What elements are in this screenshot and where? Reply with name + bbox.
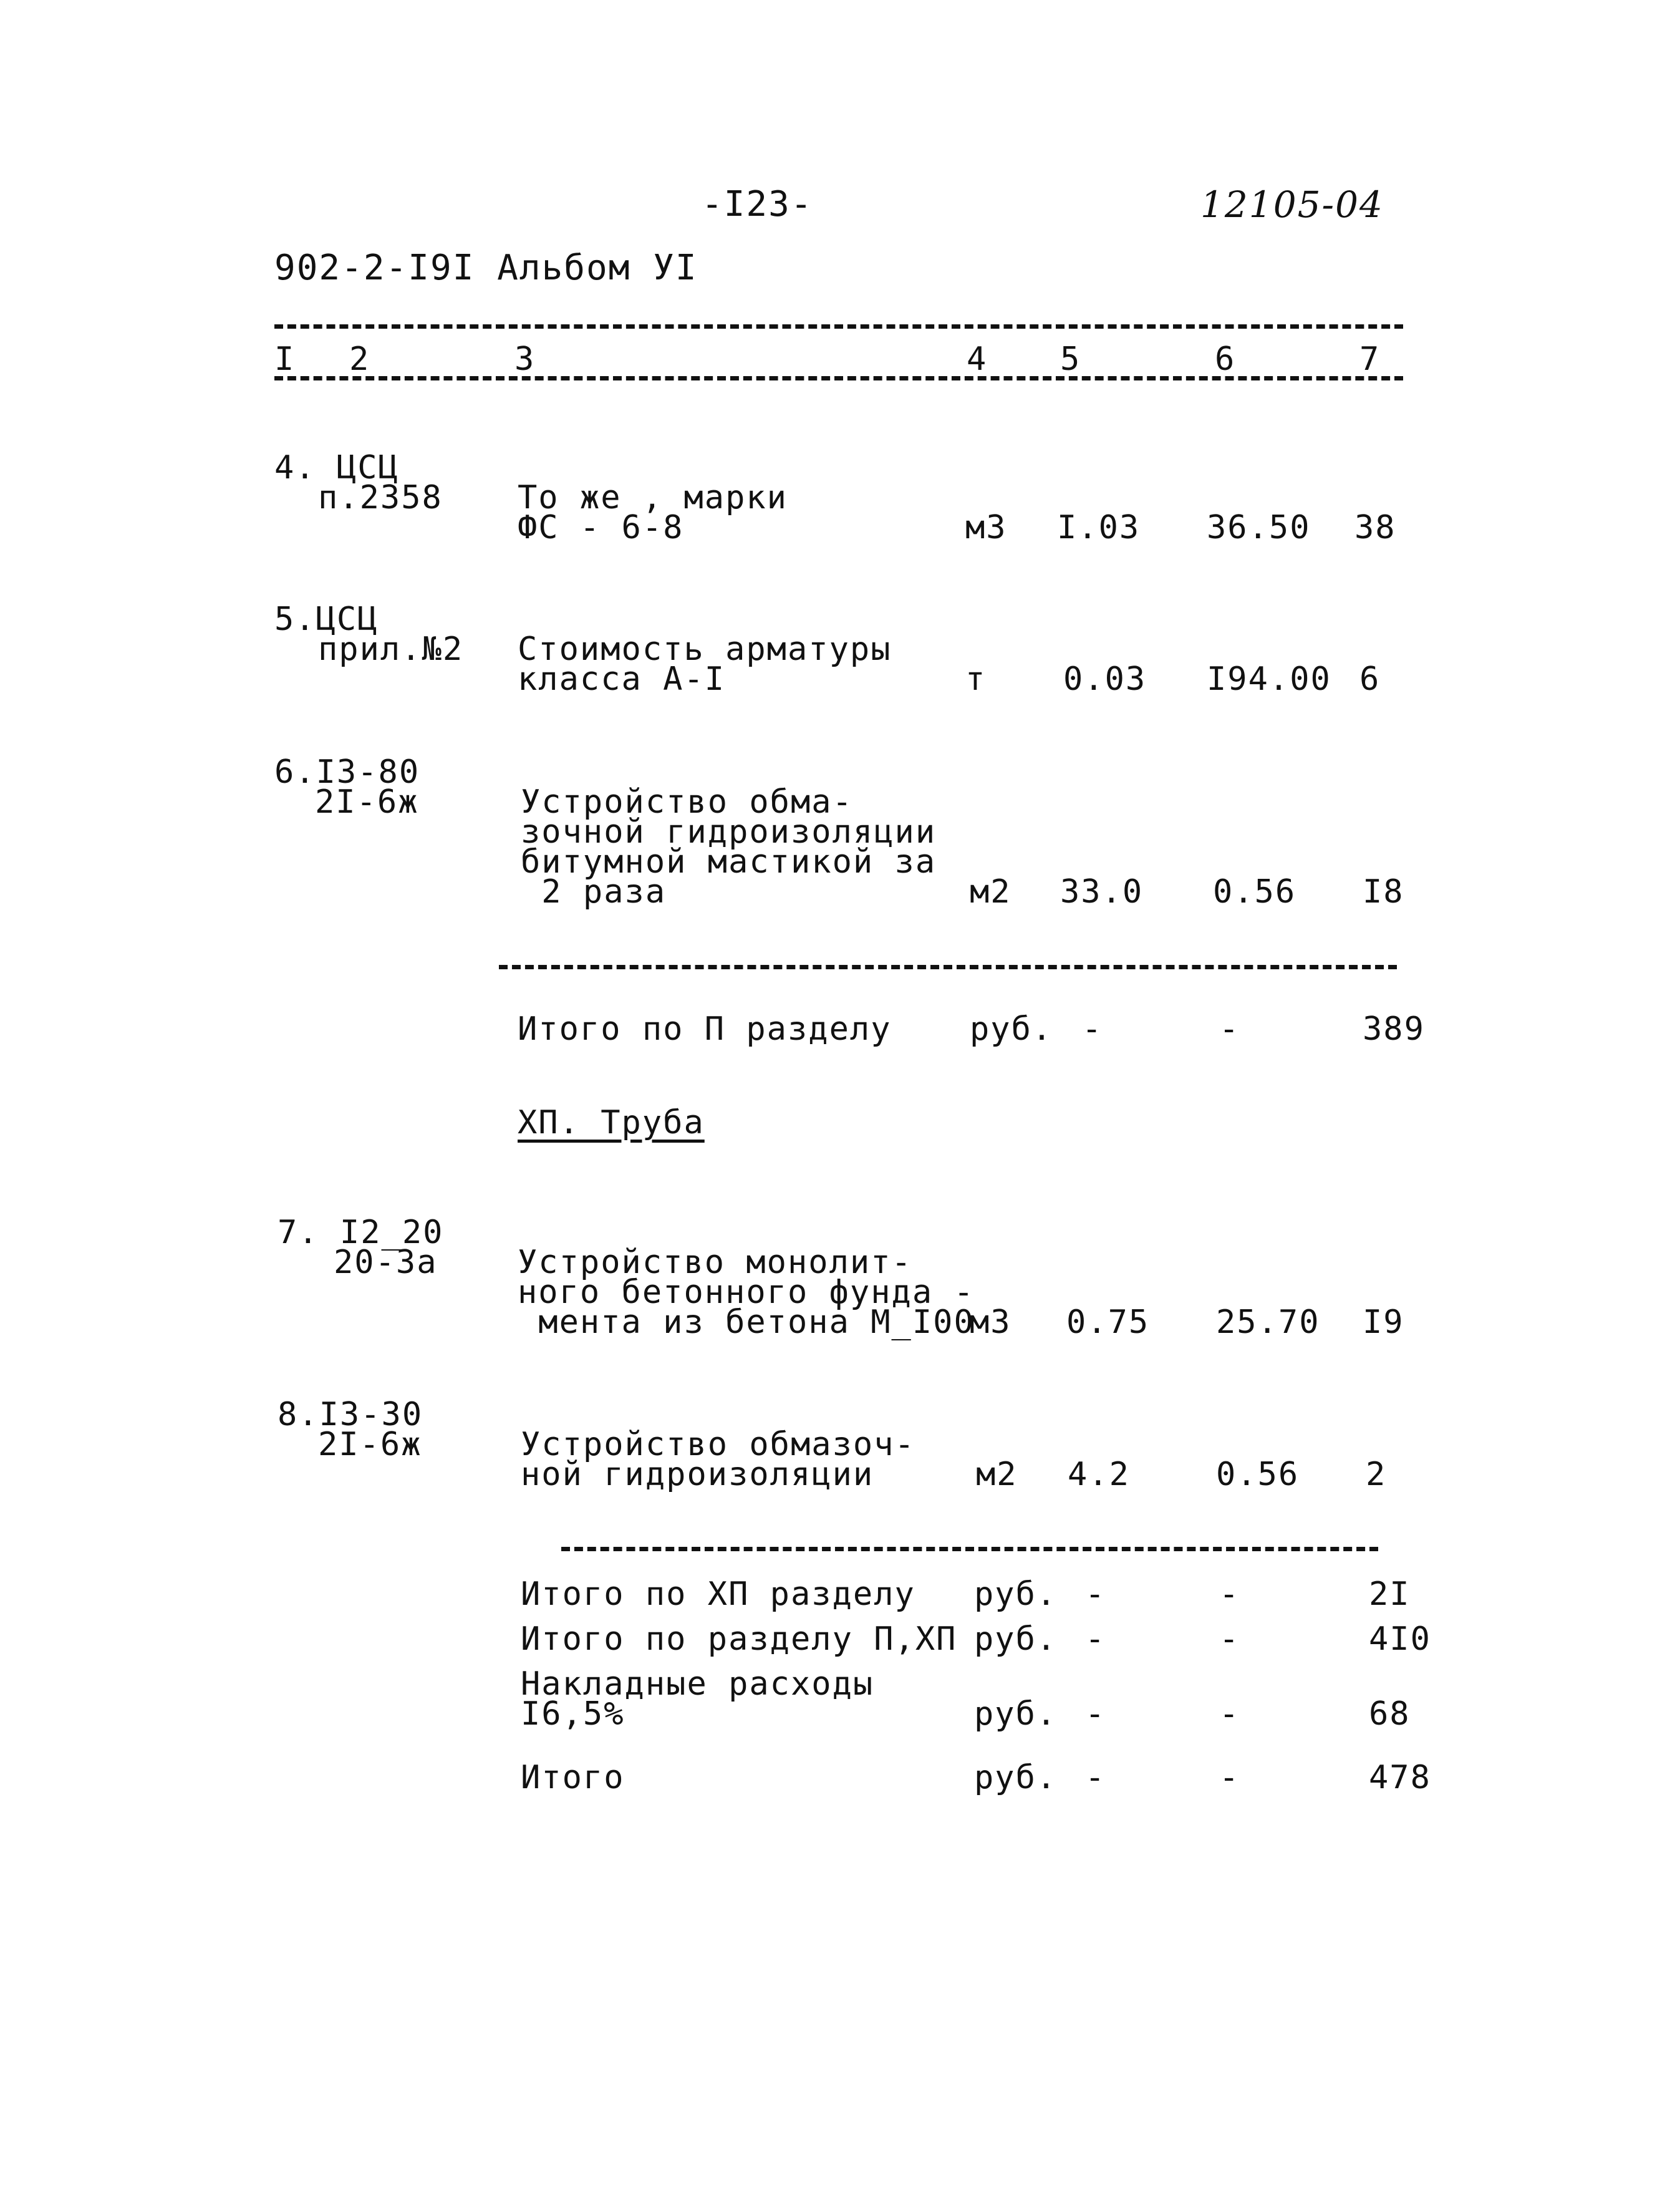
- subtotal-quantity: -: [1082, 1010, 1103, 1048]
- total-label: Итого по ХП разделу: [521, 1576, 915, 1613]
- total-value: 2I: [1369, 1576, 1411, 1613]
- document-reference: 902-2-I9I Альбом УI: [274, 248, 698, 288]
- total-price: -: [1219, 1759, 1240, 1796]
- header-divider-bottom: [274, 376, 1403, 380]
- row-description: То же , марки: [518, 479, 788, 516]
- subtotal-price: -: [1219, 1010, 1240, 1048]
- row-price: 0.56: [1213, 873, 1296, 911]
- subtotal-unit: руб.: [970, 1010, 1053, 1048]
- row-quantity: 0.75: [1066, 1304, 1150, 1341]
- row-description: класса А-I: [518, 661, 726, 698]
- row-description: Устройство обмазоч-: [521, 1426, 915, 1463]
- row-description: зочной гидроизоляции: [521, 813, 937, 851]
- total-unit: руб.: [974, 1759, 1058, 1796]
- row-unit: м2: [976, 1456, 1018, 1493]
- row-reference: 2I-6ж: [315, 783, 419, 821]
- row-description: Устройство монолит-: [518, 1244, 912, 1281]
- row-quantity: 33.0: [1060, 873, 1144, 911]
- row-quantity: 0.03: [1063, 661, 1147, 698]
- total-price: -: [1219, 1695, 1240, 1733]
- total-quantity: -: [1085, 1576, 1106, 1613]
- row-quantity: 4.2: [1068, 1456, 1130, 1493]
- row-reference: 20-3а: [334, 1244, 438, 1281]
- total-label: Накладные расходы: [521, 1665, 874, 1703]
- total-unit: руб.: [974, 1620, 1058, 1658]
- section-title: ХП. Труба: [518, 1104, 705, 1141]
- row-unit: м2: [970, 873, 1011, 911]
- col-header-5: 5: [1060, 341, 1082, 378]
- total-price: -: [1219, 1620, 1240, 1658]
- col-header-1: I: [274, 341, 296, 378]
- subtotal-label: Итого по П разделу: [518, 1010, 892, 1048]
- row-number: 5.ЦСЦ: [274, 601, 379, 638]
- row-total: I8: [1363, 873, 1404, 911]
- total-unit: руб.: [974, 1576, 1058, 1613]
- total-label: Итого: [521, 1759, 625, 1796]
- row-number: 4. ЦСЦ: [274, 449, 399, 487]
- row-quantity: I.03: [1057, 509, 1141, 546]
- col-header-7: 7: [1359, 341, 1381, 378]
- total-label: I6,5%: [521, 1695, 625, 1733]
- row-reference: п.2358: [318, 479, 443, 516]
- total-value: 68: [1369, 1695, 1411, 1733]
- row-number: 7. I2_20: [278, 1214, 444, 1251]
- row-description: Стоимость арматуры: [518, 631, 892, 668]
- total-quantity: -: [1085, 1695, 1106, 1733]
- row-description: ФС - 6-8: [518, 509, 684, 546]
- total-quantity: -: [1085, 1759, 1106, 1796]
- col-header-6: 6: [1215, 341, 1237, 378]
- col-header-4: 4: [967, 341, 988, 378]
- totals-divider: [561, 1547, 1378, 1551]
- header-divider-top: [274, 324, 1403, 329]
- total-value: 4I0: [1369, 1620, 1431, 1658]
- row-price: I94.00: [1207, 661, 1331, 698]
- row-number: 8.I3-30: [278, 1396, 423, 1433]
- row-description: Устройство обма-: [521, 783, 853, 821]
- row-price: 36.50: [1207, 509, 1311, 546]
- row-description: битумной мастикой за: [521, 843, 937, 881]
- row-unit: т: [965, 661, 987, 698]
- subtotal-total: 389: [1363, 1010, 1425, 1048]
- row-description: мента из бетона М_I00: [518, 1304, 975, 1341]
- row-price: 0.56: [1216, 1456, 1300, 1493]
- total-price: -: [1219, 1576, 1240, 1613]
- row-description: ного бетонного фунда -: [518, 1274, 975, 1311]
- row-total: 38: [1354, 509, 1396, 546]
- col-header-3: 3: [514, 341, 536, 378]
- row-total: 6: [1359, 661, 1381, 698]
- page-number: -I23-: [702, 184, 813, 225]
- row-unit: м3: [965, 509, 1007, 546]
- row-description: 2 раза: [521, 873, 667, 911]
- row-price: 25.70: [1216, 1304, 1320, 1341]
- row-unit: м3: [970, 1304, 1011, 1341]
- row-number: 6.I3-80: [274, 753, 420, 791]
- total-label: Итого по разделу П,ХП: [521, 1620, 957, 1658]
- total-quantity: -: [1085, 1620, 1106, 1658]
- row-reference: прил.№2: [318, 631, 464, 668]
- row-total: I9: [1363, 1304, 1404, 1341]
- row-total: 2: [1366, 1456, 1387, 1493]
- col-header-2: 2: [349, 341, 371, 378]
- row-description: ной гидроизоляции: [521, 1456, 874, 1493]
- row-reference: 2I-6ж: [318, 1426, 422, 1463]
- handwritten-code: 12105-04: [1200, 183, 1384, 226]
- total-unit: руб.: [974, 1695, 1058, 1733]
- total-value: 478: [1369, 1759, 1431, 1796]
- section-divider: [499, 965, 1397, 969]
